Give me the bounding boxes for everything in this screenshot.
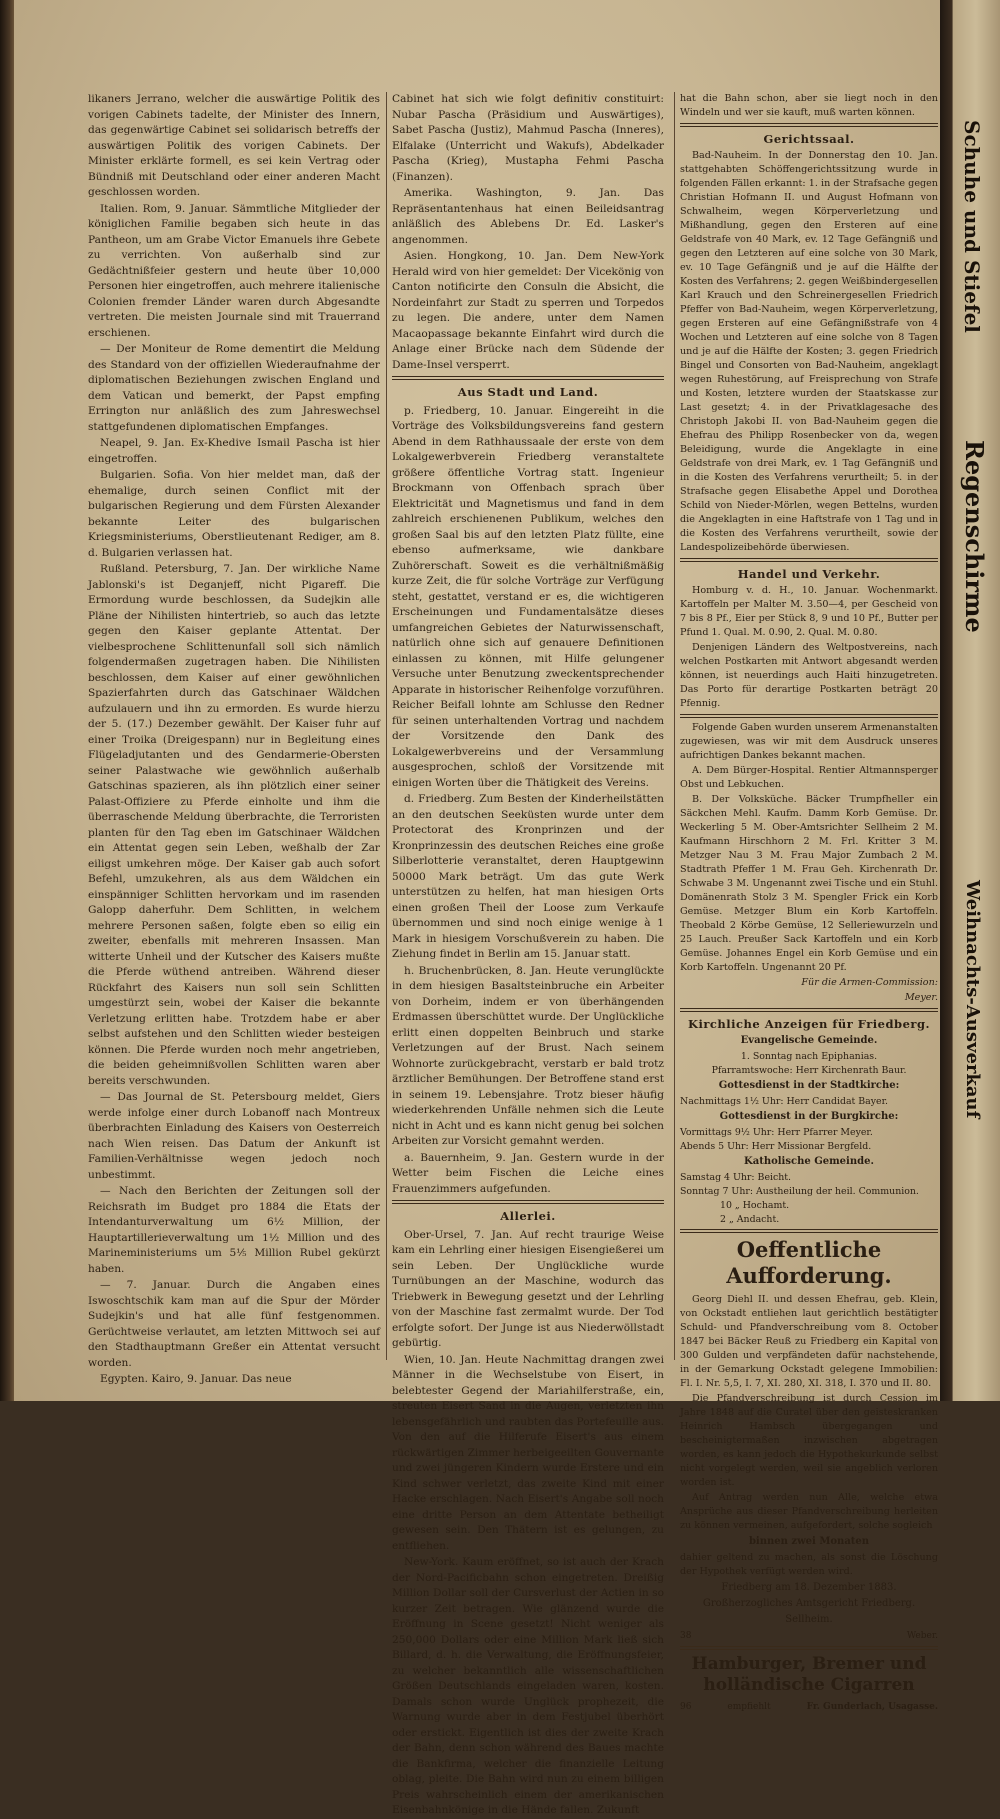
column-rule [674,92,675,1360]
article-paragraph: — Das Journal de St. Petersbourg meldet, Giers werde infolge einer durch Lobanoff nach Montreux überbrachten Einladung des Kaisers von Oesterreich nach Wien reisen. Das Datum der Ankunft ist Familien-Verhältnisse wegen jedoch noch unbestimmt. [88,1091,380,1181]
column-rule [386,92,387,1360]
section-divider [680,1229,938,1233]
article-paragraph: Folgende Gaben wurden unserem Armenanstalten zugewiesen, was wir mit dem Ausdruck unseres aufrichtigen Dankes bekannt machen. [680,722,938,761]
article-paragraph: — Der Moniteur de Rome dementirt die Meldung des Standard von der offiziellen Wiederaufnahme der diplomatischen Beziehungen zwischen England und dem Vatican und bemerkt, der Papst empfing Errington nur anläßlich des zum Jahreswechsel stattgefundenen diplomatischen Empfanges. [88,343,380,433]
church-line: 10 „ Hochamt. [720,1200,790,1211]
section-heading-trade: Handel und Verkehr. [737,567,881,581]
article-egypt: Egypten. Kairo, 9. Januar. Das neue [100,1373,292,1385]
church-subheading: Evangelische Gemeinde. [740,1035,878,1046]
article-italy: Italien. Rom, 9. Januar. Sämmtliche Mitglieder der königlichen Familie begaben sich heute in das Pantheon, um am Grabe Victor Emanuels ihre Gebete zu verrichten. Von außerhalb sind zur Gedächtnißfeier gestern und heute über 10,000 Personen hier eingetroffen, auch mehrere italienische Colonien fremder Länder waren durch Abgesandte vertreten. Die meisten Journale sind mit Trauerrand erschienen. [88,202,380,339]
notice-court: Großherzogliches Amtsgericht Friedberg. [702,1598,916,1609]
church-line: 2 „ Andacht. [720,1214,780,1225]
church-line: Vormittags 9½ Uhr: Herr Pfarrer Meyer. [680,1127,873,1138]
church-line: Abends 5 Uhr: Herr Missionar Bergfeld. [680,1141,872,1152]
article-paragraph: Wien, 10. Jan. Heute Nachmittag drangen zwei Männer in die Wechselstube von Eisert, in belebtester Gegend der Mariahilferstraße, ein, streuten Eisert Sand in die Augen, verletzten ihn lebensgefährlich und raubten das Portefeuille aus. Von den auf die Hilferufe Eisert's aus einem rückwärtigen Zimmer herbeigeeilten Gouvernante und zwei jüngeren Kindern wurde Erstere und ein Kind schwer verletzt, das zweite Kind mit einer Hacke erschlagen. Nach Eisert's Angabe soll noch eine dritte Person an dem Attentate betheiligt gewesen sein. Den Thätern ist es gelungen, zu entfliehen. [392,1353,664,1552]
article-paragraph: Bad-Nauheim. In der Donnerstag den 10. Jan. stattgehabten Schöffengerichtssitzung wurde in folgenden Fällen erkannt: 1. in der Strafsache gegen Christian Hofmann II. und August Hofmann von Schwalheim, wegen Körperverletzung und Mißhandlung, gegen den Ersteren auf eine Geldstrafe von 40 Mark, ev. 12 Tage Gefängniß und gegen den Letzteren auf eine solche von 30 Mark, ev. 10 Tage Gefängniß und je auf die Hälfte der Kosten des Verfahrens; 2. gegen Weißbindergesellen Karl Krauch und den Schreinergesellen Friedrich Pfeffer von Bad-Nauheim, wegen Körperverletzung, gegen Ersteren auf eine Gefängnißstrafe von 4 Wochen und Letzteren auf eine solche von 8 Tagen und je auf die Hälfte der Kosten; 3. gegen Friedrich Bingel und Consorten von Bad-Nauheim, angeklagt wegen Ruhestörung, auf Freisprechung von Strafe und Kosten, letztere wurden der Staatskasse zur Last gesetzt; 4. in der Privatklagesache des Christoph Jakobi II. von Bad-Nauheim gegen die Ehefrau des Philipp Rosenbecker von da, wegen Beleidigung, wurde die Angeklagte in eine Geldstrafe von drei Mark, ev. 1 Tag Gefängniß und in die Kosten des Verfahrens verurtheilt; 5. in der Strafsache gegen Elisabethe Appel und Dorothea Schild von Nieder-Mörlen, wegen Bettelns, wurden die Angeklagten in eine Haftstrafe von 1 Tag und in die Kosten des Verfahrens verurtheilt, sowie der Landespolizeibehörde überwiesen. [680,150,938,553]
section-divider [392,376,664,380]
article-naples: Neapel, 9. Jan. Ex-Khedive Ismail Pascha ist hier eingetroffen. [88,437,380,465]
section-divider [680,1646,938,1650]
notice-signature-weber: Weber. [906,1631,938,1641]
church-line: Samstag 4 Uhr: Beicht. [680,1172,792,1183]
article-paragraph: Ober-Ursel, 7. Jan. Auf recht traurige Weise kam ein Lehrling einer hiesigen Eisengießerei um sein Leben. Der Unglückliche wurde Turnübungen an der Maschine, wodurch das Triebwerk in Bewegung gesetzt und der Lehrling von der Maschine fast zermalmt wurde. Der Tod erfolgte sofort. Der Junge ist aus Niederwöllstadt gebürtig. [392,1228,664,1349]
section-heading-local: Aus Stadt und Land. [457,385,599,399]
article-america: Amerika. Washington, 9. Jan. Das Repräsentantenhaus hat einen Beileidsantrag anläßlich des Ablebens Dr. Ed. Lasker's angenommen. [392,187,664,246]
ad-advertiser: Fr. Gunderlach, Usagasse. [806,1702,938,1712]
section-heading-church: Kirchliche Anzeigen für Friedberg. [687,1017,930,1031]
church-line: Sonntag 7 Uhr: Austheilung der heil. Communion. [680,1186,919,1197]
adjacent-page-fragment [940,0,1000,1401]
notice-paragraph: Die Pfandverschreibung ist durch Cession im Jahre 1848 auf die Curatel über den geisteskranken Heinrich Hambsch übergegangen und bescheinigtermaßen inzwischen abgetragen worden, es kann jedoch die Hypothekurkunde selbst nicht vorgelegt werden, weil sie angeblich verloren worden ist. [680,1393,938,1488]
article-paragraph: d. Friedberg. Zum Besten der Kinderheilstätten an den deutschen Seeküsten wurde unter dem Protectorat des Kronprinzen und der Kronprinzessin des deutschen Reiches eine große Silberlotterie veranstaltet, deren Hauptgewinn 50000 Mark beträgt. Um das gute Werk unterstützen zu helfen, hat man hiesigen Orts einen großen Theil der Loose zum Verkaufe übernommen und sind noch einige wenige à 1 Mark in hiesigem Vorschußverein zu haben. Die Ziehung findet in Berlin am 15. Januar statt. [392,793,664,960]
notice-paragraph: Auf Antrag werden nun Alle, welche etwa Ansprüche aus dieser Pfandverschreibung herleiten zu können vermeinen, aufgefordert, solche sogleich [680,1492,938,1531]
ad-heading-cigars: Hamburger, Bremer und holländische Cigarren [691,1654,927,1695]
section-divider [680,1008,938,1012]
notice-paragraph: Georg Diehl II. und dessen Ehefrau, geb. Klein, von Ockstadt entliehen laut gerichtlich bestätigter Schuld- und Pfandverschreibung vom 8. October 1847 bei Bäcker Reuß zu Friedberg ein Kapital von 300 Gulden und verpfändeten dafür nachstehende, in der Gemarkung Ockstadt gelegene Immobilien: Fl. I. Nr. 5,5, I. 7, XI. 280, XI. 318, I. 370 und II. 80. [680,1294,938,1389]
section-divider [680,558,938,562]
article-paragraph: h. Bruchenbrücken, 8. Jan. Heute verunglückte in dem hiesigen Basaltsteinbruche ein Arbeiter von Dorheim, indem er von überhängenden Erdmassen überschüttet wurde. Der Unglückliche erlitt einen doppelten Beinbruch und starke Verletzungen auf der Brust. Nach seinem Wohnorte zurückgebracht, verstarb er bald trotz ärztlicher Bemühungen. Der Betroffene stand erst in seinem 19. Lebensjahre. Trotz bieser häufig wiederkehrenden Unfälle nehmen sich die Leute nicht in Acht und es kann nicht genug bei solchen Arbeiten zur Vorsicht gemahnt werden. [392,964,664,1147]
column-3 [680,92,938,1712]
binding-edge-left [0,0,14,1401]
signature-line: Für die Armen-Commission: [801,977,938,988]
ad-number: 96 [680,1702,692,1712]
ad-number: 38 [680,1631,692,1641]
article-paragraph: p. Friedberg, 10. Januar. Eingereiht in die Vorträge des Volksbildungsvereins fand gestern Abend in dem Rathhaussaale der erste von dem Lokalgewerbverein Friedberg veranstaltete größere öffentliche Vortrag statt. Ingenieur Brockmann von Offenbach sprach über Elektricität und Magnetismus und fand in dem zahlreich erschienenen Publikum, welches den großen Saal bis auf den letzten Platz füllte, eine ebenso aufmerksame, wie dankbare Zuhörerschaft. Soweit es die verhältnißmäßig kurze Zeit, die für solche Vorträge zur Verfügung steht, gestattet, verstand er es, die wichtigeren Erscheinungen und Fundamentalsätze dieses umfangreichen Gebietes der Naturwissenschaft, natürlich ohne sich auf genauere Definitionen einlassen zu können, mit Hilfe gelungener Versuche unter Benutzung zweckentsprechender Apparate in historischer Reihenfolge vorzuführen. Reicher Beifall lohnte am Schlusse den Redner für seinen unterhaltenden Vortrag und nachdem der Vorsitzende den Dank des Lokalgewerbvereins und der Versammlung ausgesprochen, schloß der Vorsitzende mit einigen Worten über die Thätigkeit des Vereins. [392,404,664,789]
church-line: Nachmittags 1½ Uhr: Herr Candidat Bayer. [680,1096,889,1107]
section-heading-misc: Allerlei. [500,1209,556,1223]
article-paragraph: New-York. Kaum eröffnet, so ist auch der Krach der Nord-Pacificbahn schon eingetreten. Dreißig Million Dollar soll der Cursverlust der Actien in so kurzer Zeit betragen. Wie glänzend wurde die Eröffnung in Scene gesetzt! Nicht weniger als 250,000 Dollars oder eine Million Mark ließ sich Billard, d. h. die Verwaltung, die Eröffnungsfeier, zu welcher bekanntlich alle wissenschaftlichen Größen Deutschlands eingeladen waren, kosten. Damals schon wurde Unglück prophezeit, die Warnung wurde aber in dem Festjubel überhört oder erstickt. Eigentlich ist dies der zweite Krach der Bahn, denn schon während des Baues machte die Bankfirma, welcher die finanzielle Leitung oblag, pleite. Die Bahn wird nun zu einem billigen Preis wahrscheinlich einem der amerikanischen Eisenbahnkönige in die Hände fallen. Zukunft [392,1556,664,1816]
church-line: 1. Sonntag nach Epiphanias. [740,1051,878,1062]
church-subheading: Gottesdienst in der Burgkirche: [719,1111,899,1122]
margin-ad-text: Regenschirme [960,440,989,633]
article-paragraph: A. Dem Bürger-Hospital. Rentier Altmannsperger Obst und Lebkuchen. [680,765,938,790]
notice-signature: Sellheim. [785,1614,833,1625]
signature-name: Meyer. [904,992,938,1003]
article-paragraph: hat die Bahn schon, aber sie liegt noch in den Windeln und wer sie kauft, muß warten können. [680,93,938,118]
article-russia: Rußland. Petersburg, 7. Jan. Der wirkliche Name Jablonski's ist Deganjeff, nicht Pigareff. Die Ermordung wurde beschlossen, da Sudejkin alle Pläne der Nihilisten hintertrieb, so auch das letzte gegen den Kaiser geplante Attentat. Der vielbesprochene Schlittenunfall soll sich nämlich folgendermaßen zugetragen haben. Die Nihilisten beschlossen, dem Kaiser auf einer gewöhnlichen Spazierfahrten durch das Gatschinaer Wäldchen aufzulauern und ihn zu ermorden. Es wurde hierzu der 5. (17.) Dezember gewählt. Der Kaiser fuhr auf einer Troika (Dreigespann) nur in Begleitung eines Flügeladjutanten und des Gendarmerie-Obersten seiner Palastwache wie gewöhnlich außerhalb Gatschinas spazieren, als ihn plötzlich einer seiner Palast-Offiziere zu Pferde einholte und ihm die überraschende Meldung überbrachte, die Terroristen planten für den Tag eben im Gatschinaer Wäldchen ein Attentat gegen sein Leben, weßhalb der Zar eiligst umkehren möge. Der Kaiser gab auch sofort Befehl, umzukehren, als aus dem Wäldchen ein einspänniger Schlitten hervorkam und im rasenden Galopp daherfuhr. Dem Schlitten, in welchem mehrere Personen saßen, folgte eben so eilig ein zweiter, ebenfalls mit mehreren Insassen. Man witterte Unheil und der Kutscher des Kaisers mußte die Pferde wüthend antreiben. Während dieser Rückfahrt des Kaisers nun soll sein Schlitten umgestürzt sein, wobei der Kaiser die bekannte Verletzung erlitten habe. Trotzdem habe er aber selbst aufstehen und den Schlitten wieder besteigen können. Die Pferde wurden noch mehr angetrieben, die beiden geheimnißvollen Schlitten waren aber bereits verschwunden. [88,563,380,1087]
column-1 [88,92,380,1385]
article-bulgaria: Bulgarien. Sofia. Von hier meldet man, daß der ehemalige, durch seinen Conflict mit der bulgarischen Regierung und dem Fürsten Alexander bekannte Leiter des bulgarischen Kriegsministeriums, Oberstlieutenant Rediger, am 8. d. Bulgarien verlassen hat. [88,469,380,559]
section-divider [680,123,938,127]
article-paragraph: Homburg v. d. H., 10. Januar. Wochenmarkt. Kartoffeln per Malter M. 3.50—4, per Gescheid von 7 bis 8 Pf., Eier per Stück 8, 9 und 10 Pf., Butter per Pfund 1. Qual. M. 0.90, 2. Qual. M. 0.80. [680,585,938,638]
margin-ad-text: Weihnachts-Ausverkauf [962,880,983,1119]
article-paragraph: B. Der Volksküche. Bäcker Trumpfheller ein Säckchen Mehl. Kaufm. Damm Korb Gemüse. Dr. Weckerling 5 M. Ober-Amtsrichter Sellheim 2 M. Kaufmann Hirschhorn 2 M. Frl. Kritter 3 M. Metzger Nau 3 M. Frau Major Zumbach 2 M. Stadtrath Pfeffer 1 M. Frau Geh. Kirchenrath Dr. Schwabe 3 M. Ungenannt zwei Tische und ein Stuhl. Domänenrath Stolz 3 M. Spengler Frick ein Korb Gemüse. Metzger Blum ein Korb Kartoffeln. Theobald 2 Körbe Gemüse, 12 Selleriewurzeln und 25 Lauch. Preußer Sack Kartoffeln und ein Korb Gemüse. Johannes Engel ein Korb Gemüse und ein Korb Kartoffeln. Ungenannt 20 Pf. [680,794,938,973]
margin-ad-text: Schuhe und Stiefel [960,120,984,333]
article-paragraph: — 7. Januar. Durch die Angaben eines Iswoschtschik kam man auf die Spur der Mörder Sudejkin's und hat alle fünf festgenommen. Gerüchtweise verlautet, am letzten Mittwoch sei auf den Stadthauptmann Greßer ein Attentat versucht worden. [88,1279,380,1369]
church-subheading: Katholische Gemeinde. [744,1156,874,1167]
article-asia: Asien. Hongkong, 10. Jan. Dem New-York Herald wird von hier gemeldet: Der Vicekönig von Canton notificirte den Consuln die Absicht, die Nordeinfahrt zur Stadt zu sperren und Torpedos zu legen. Die andere, unter dem Namen Macaopassage bekannte Einfahrt wird durch die Anlage einer Brücke nach dem Südende der Dame-Insel versperrt. [392,250,664,371]
notice-paragraph: dahier geltend zu machen, als sonst die Löschung der Hypothek verfügt werden wird. [680,1552,938,1577]
section-divider [392,1200,664,1204]
ad-heading-public-notice: Oeffentliche Aufforderung. [726,1237,892,1288]
notice-deadline: binnen zwei Monaten [748,1536,870,1547]
ad-tagline: empfiehlt [727,1702,771,1712]
article-paragraph: likaners Jerrano, welcher die auswärtige Politik des vorigen Cabinets tadelte, der Minister des Innern, das gegenwärtige Cabinet sei solidarisch betreffs der auswärtigen Politik des vorigen Cabinets. Der Minister erklärte formell, es sei kein Vertrag oder Bündniß mit Deutschland oder einer anderen Macht geschlossen worden. [88,93,380,198]
newspaper-page [14,0,940,1816]
church-line: Pfarramtswoche: Herr Kirchenrath Baur. [711,1065,907,1076]
column-2 [392,92,664,1816]
article-paragraph: Denjenigen Ländern des Weltpostvereins, nach welchen Postkarten mit Antwort abgesandt werden können, ist neuerdings auch Haiti hinzugetreten. Das Porto für derartige Postkarten beträgt 20 Pfennig. [680,642,938,709]
church-subheading: Gottesdienst in der Stadtkirche: [718,1080,900,1091]
notice-date: Friedberg am 18. Dezember 1883. [721,1582,897,1593]
section-divider [680,714,938,718]
section-heading-court: Gerichtssaal. [763,132,855,146]
article-paragraph: — Nach den Berichten der Zeitungen soll der Reichsrath im Budget pro 1884 die Etats der Intendanturverwaltung um 6½ Million, der Hauptartillerieverwaltung um 1½ Million und des Marineministeriums um 5⅕ Million Rubel gekürzt haben. [88,1185,380,1275]
article-paragraph: Cabinet hat sich wie folgt definitiv constituirt: Nubar Pascha (Präsidium und Auswärtiges), Sabet Pascha (Justiz), Mahmud Pascha (Inneres), Elfalake (Unterricht und Wakufs), Abdelkader Pascha (Krieg), Mustapha Fehmi Pascha (Finanzen). [392,93,664,183]
article-paragraph: a. Bauernheim, 9. Jan. Gestern wurde in der Wetter beim Fischen die Leiche eines Frauenzimmers aufgefunden. [392,1151,664,1195]
